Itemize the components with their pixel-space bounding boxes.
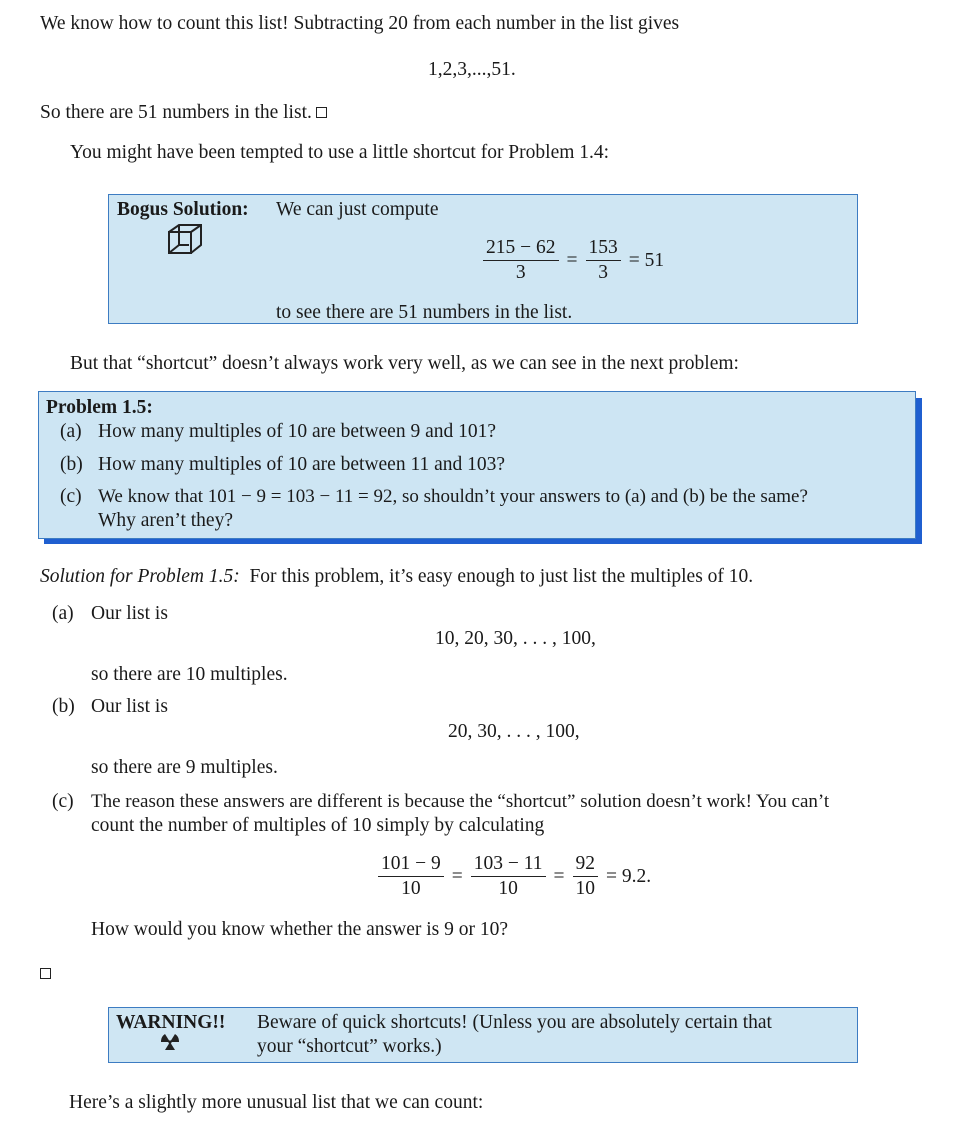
bogus-solution-text: We can just compute (276, 199, 439, 220)
cube-icon (167, 223, 207, 262)
fraction (378, 853, 444, 901)
solution-b-text: Our list is (91, 696, 168, 717)
warning-text: Beware of quick shortcuts! (Unless you are absolutely certain that (257, 1012, 772, 1033)
equals-sign: = (553, 865, 565, 887)
equals-sign: = (451, 865, 463, 887)
bogus-equation (477, 237, 666, 285)
solution-heading: Solution for Problem 1.5: (40, 566, 240, 587)
solution-a-conclusion: so there are 10 multiples. (91, 664, 288, 685)
equals-sign: = (566, 249, 578, 271)
part-c-label: (c) (60, 486, 82, 507)
problem-title: Problem 1.5: (46, 397, 153, 418)
bogus-solution-conclusion: to see there are 51 numbers in the list. (276, 302, 573, 323)
solution-intro (40, 565, 753, 589)
warning-box (108, 1007, 858, 1063)
result: = 51 (628, 249, 665, 271)
denominator: 10 (401, 878, 421, 900)
transition-text: But that “shortcut” doesn’t always work very well, as we can see in the next problem: (70, 353, 739, 374)
result: = 9.2. (606, 865, 652, 887)
count-conclusion (40, 101, 327, 125)
fraction (483, 237, 559, 285)
numerator: 153 (586, 237, 621, 261)
solution-b-list: 20, 30, . . . , 100, (448, 721, 580, 742)
solution-c-text-continued: count the number of multiples of 10 simply by calculating (91, 815, 545, 836)
intro-paragraph: We know how to count this list! Subtracting 20 from each number in the list gives (40, 13, 680, 34)
fraction (573, 853, 599, 901)
outro-text: Here’s a slightly more unusual list that we can count: (69, 1092, 484, 1113)
numerator: 103 − 11 (471, 853, 546, 877)
denominator: 10 (498, 878, 518, 900)
solution-b-conclusion: so there are 9 multiples. (91, 757, 278, 778)
fraction (586, 237, 621, 285)
shortcut-intro: You might have been tempted to use a little shortcut for Problem 1.4: (70, 142, 610, 163)
count-conclusion-text: So there are 51 numbers in the list. (40, 102, 312, 123)
solution-c-equation (372, 853, 653, 901)
numerator: 92 (573, 853, 599, 877)
problem-box (38, 391, 916, 539)
fraction (471, 853, 546, 901)
solution-c-text: The reason these answers are different is because the “shortcut” solution doesn’t work! You can’t (91, 791, 830, 812)
denominator: 10 (575, 878, 596, 900)
qed-square-icon (40, 962, 51, 986)
warning-text-continued: your “shortcut” works.) (257, 1036, 442, 1057)
solution-b-label: (b) (52, 696, 75, 717)
part-a-text: How many multiples of 10 are between 9 and 101? (98, 421, 497, 442)
part-b-text: How many multiples of 10 are between 11 and 103? (98, 454, 506, 475)
list-display: 1,2,3,...,51. (428, 59, 516, 80)
denominator: 3 (598, 262, 608, 284)
part-c-text: We know that 101 − 9 = 103 − 11 = 92, so shouldn’t your answers to (a) and (b) be the same? (98, 486, 808, 507)
solution-a-text: Our list is (91, 603, 168, 624)
bogus-solution-label: Bogus Solution: (117, 199, 249, 220)
numerator: 101 − 9 (378, 853, 444, 877)
qed-square-icon (316, 107, 327, 118)
numerator: 215 − 62 (483, 237, 559, 261)
part-a-label: (a) (60, 421, 82, 442)
bogus-solution-box (108, 194, 858, 324)
radiation-icon (161, 1033, 179, 1057)
solution-a-list: 10, 20, 30, . . . , 100, (435, 628, 596, 649)
solution-c-question: How would you know whether the answer is 9 or 10? (91, 919, 509, 940)
solution-c-label: (c) (52, 791, 74, 812)
warning-label: WARNING!! (116, 1012, 226, 1033)
denominator: 3 (515, 262, 526, 284)
part-b-label: (b) (60, 454, 83, 475)
solution-intro-text: For this problem, it’s easy enough to just list the multiples of 10. (249, 566, 754, 587)
solution-a-label: (a) (52, 603, 74, 624)
part-c-text-continued: Why aren’t they? (98, 510, 233, 531)
